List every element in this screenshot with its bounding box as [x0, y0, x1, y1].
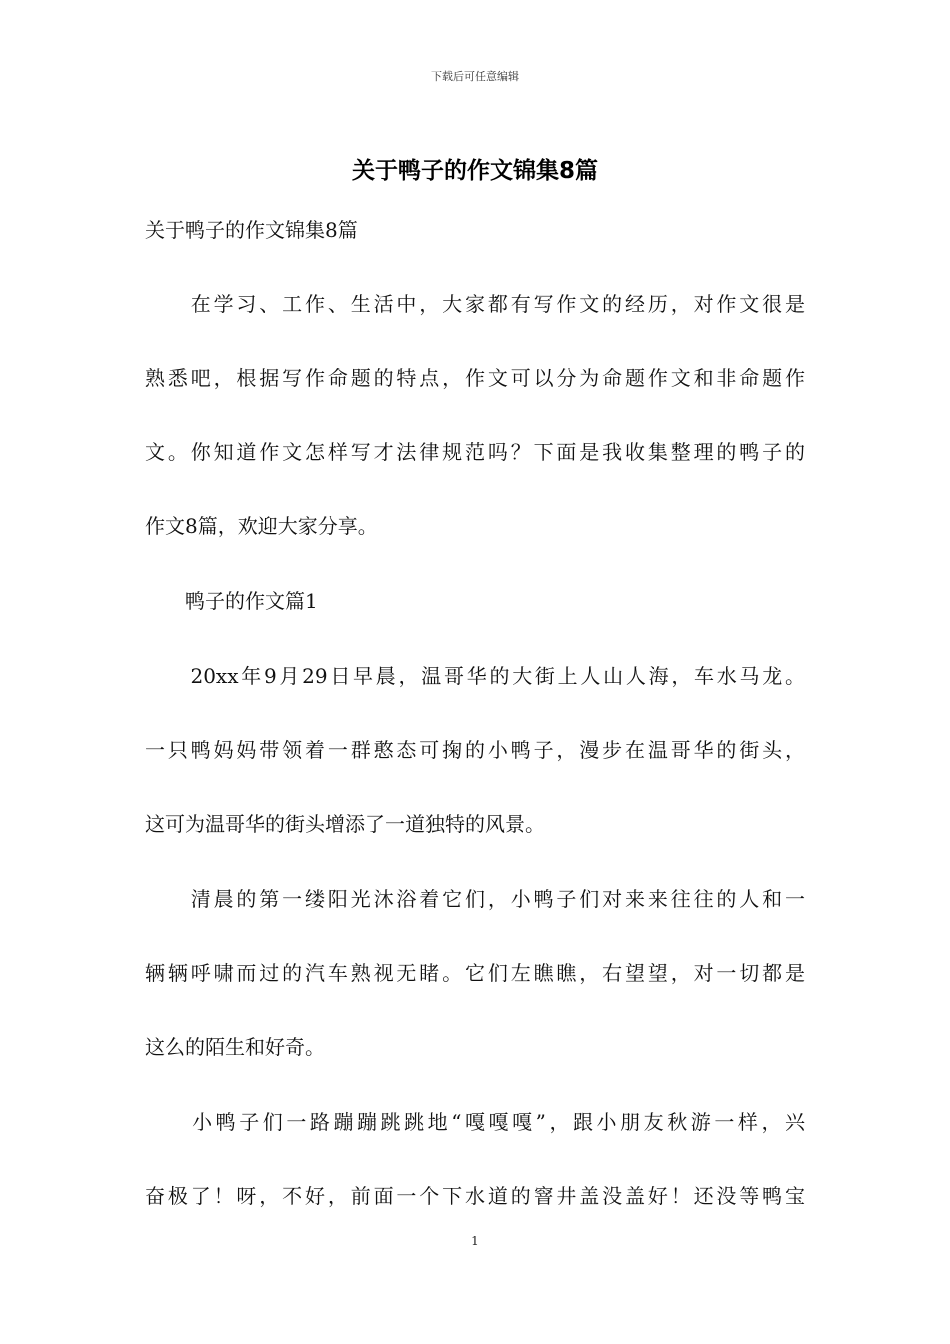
page-number: 1 [471, 1234, 479, 1248]
paragraph-line: 辆辆呼啸而过的汽车熟视无睹。它们左瞧瞧，右望望，对一切都是 [145, 961, 805, 985]
paragraph-line: 这可为温哥华的街头增添了一道独特的风景。 [145, 812, 545, 836]
paragraph-line: 一只鸭妈妈带领着一群憨态可掬的小鸭子，漫步在温哥华的街头， [145, 738, 805, 762]
paragraph-line: 在学习、工作、生活中，大家都有写作文的经历，对作文很是 [145, 292, 805, 316]
page-header: 下载后可任意编辑 [431, 70, 519, 83]
paragraph-line: 熟悉吧，根据写作命题的特点，作文可以分为命题作文和非命题作 [145, 366, 805, 390]
paragraph-line: 文。你知道作文怎样写才法律规范吗？下面是我收集整理的鸭子的 [145, 440, 805, 464]
paragraph-line: 这么的陌生和好奇。 [145, 1035, 325, 1059]
paragraph-line: 20xx年9月29日早晨，温哥华的大街上人山人海，车水马龙。 [145, 664, 805, 688]
section-heading: 鸭子的作文篇1 [145, 589, 318, 613]
paragraph-line: 小鸭子们一路蹦蹦跳跳地“嘎嘎嘎”，跟小朋友秋游一样，兴 [145, 1110, 805, 1134]
document-subtitle: 关于鸭子的作文锦集8篇 [145, 218, 358, 242]
paragraph-line: 清晨的第一缕阳光沐浴着它们，小鸭子们对来来往往的人和一 [145, 887, 805, 911]
document-title: 关于鸭子的作文锦集8篇 [351, 158, 598, 184]
paragraph-line: 奋极了！呀，不好，前面一个下水道的窨井盖没盖好！还没等鸭宝 [145, 1184, 805, 1208]
paragraph-line: 作文8篇，欢迎大家分享。 [145, 514, 378, 538]
